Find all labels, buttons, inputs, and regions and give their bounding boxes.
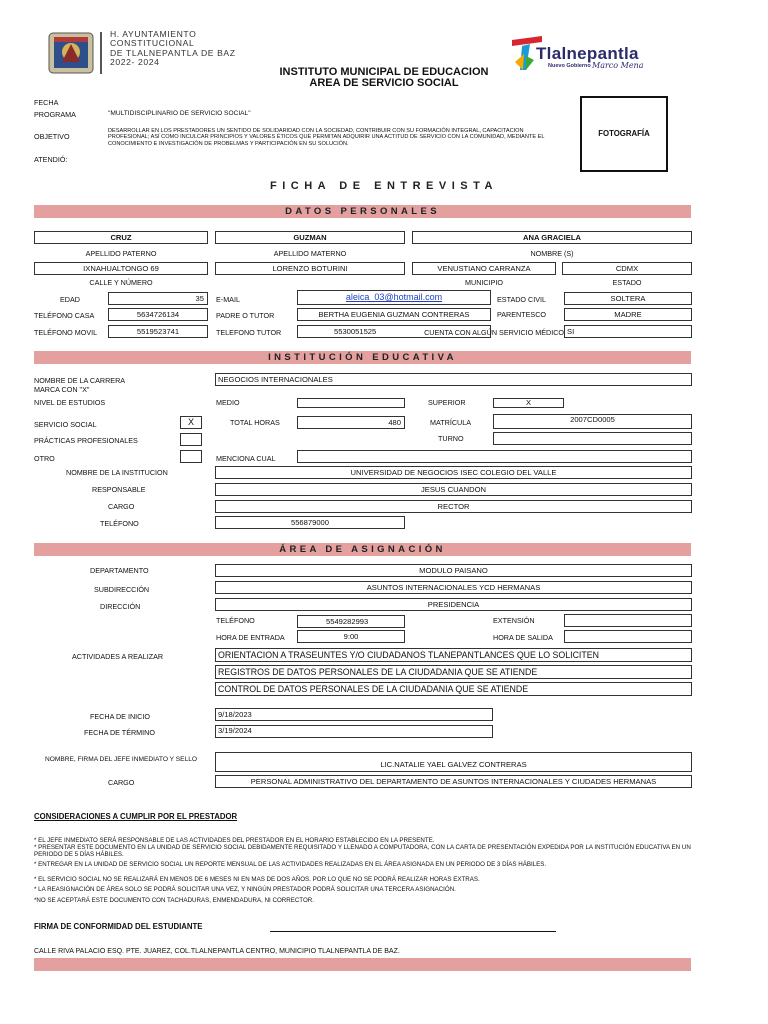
page-title-2: AREA DE SERVICIO SOCIAL bbox=[309, 77, 459, 89]
extension-field[interactable] bbox=[564, 614, 692, 627]
org-line2: CONSTITUCIONAL bbox=[110, 38, 195, 49]
cargo-jefe-field[interactable]: PERSONAL ADMINISTRATIVO DEL DEPARTAMENTO DE ASUNTOS INTERNACIONALES Y CIUDADES HERMANAS bbox=[215, 775, 692, 788]
hora-salida-label: HORA DE SALIDA bbox=[493, 633, 553, 642]
section-institucion-educativa: INSTITUCIÓN EDUCATIVA bbox=[34, 351, 691, 364]
telefono-inst-label: TELÉFONO bbox=[100, 519, 139, 528]
parentesco-field[interactable]: MADRE bbox=[564, 308, 692, 321]
actividad-3-field[interactable]: CONTROL DE DATOS PERSONALES DE LA CIUDADANIA QUE SE ATIENDE bbox=[215, 682, 692, 696]
actividad-2-field[interactable]: REGISTROS DE DATOS PERSONALES DE LA CIUDADANIA QUE SE ATIENDE bbox=[215, 665, 692, 679]
org-line3: DE TLALNEPANTLA DE BAZ bbox=[110, 47, 236, 58]
photo-box bbox=[580, 96, 668, 172]
municipio-field[interactable]: VENUSTIANO CARRANZA bbox=[412, 262, 556, 275]
otro-label: OTRO bbox=[34, 454, 55, 463]
actividades-label: ACTIVIDADES A REALIZAR bbox=[72, 652, 164, 661]
nivel-estudios-label: NIVEL DE ESTUDIOS bbox=[34, 398, 106, 407]
apellido-paterno-field[interactable]: CRUZ bbox=[34, 231, 208, 244]
footer-bar bbox=[34, 958, 691, 971]
turno-field[interactable] bbox=[493, 432, 692, 445]
nombre-field[interactable]: ANA GRACIELA bbox=[412, 231, 692, 244]
matricula-field[interactable]: 2007CD0005 bbox=[493, 414, 692, 429]
firma-estudiante-line[interactable] bbox=[270, 931, 556, 932]
edad-field[interactable]: 35 bbox=[108, 292, 208, 305]
nombre-institucion-field[interactable]: UNIVERSIDAD DE NEGOCIOS ISEC COLEGIO DEL VALLE bbox=[215, 466, 692, 479]
fecha-termino-field[interactable]: 3/19/2024 bbox=[215, 725, 493, 738]
apellido-materno-field[interactable]: GUZMAN bbox=[215, 231, 405, 244]
servicio-medico-field[interactable]: SI bbox=[564, 325, 692, 338]
firma-estudiante-label: FIRMA DE CONFORMIDAD DEL ESTUDIANTE bbox=[34, 922, 203, 931]
fecha-inicio-field[interactable]: 9/18/2023 bbox=[215, 708, 493, 721]
edad-label: EDAD bbox=[60, 295, 80, 304]
email-field[interactable]: aleica_03@hotmail.com bbox=[297, 290, 491, 305]
medio-label: MEDIO bbox=[216, 398, 240, 407]
medio-field[interactable] bbox=[297, 398, 405, 408]
hora-entrada-label: HORA DE ENTRADA bbox=[216, 633, 285, 642]
ficha-title: FICHA DE ENTREVISTA bbox=[270, 180, 498, 192]
departamento-label: DEPARTAMENTO bbox=[90, 566, 149, 575]
turno-label: TURNO bbox=[438, 434, 464, 443]
objetivo-value: DESARROLLAR EN LOS PRESTADORES UN SENTIDO DE SOLIDARIDAD CON LA SOCIEDAD, CONTRIBUIR CON SU FORMACIÓN INTEGRAL, CAPACITACION PROFESIONAL; ASÍ COMO INCULCAR PRINCIPIOS Y VALORES ÉTICOS QUE PERMITAN ADQUIRIR UNA ACTITUD DE SERVICIO CON LA COMUNIDAD, MEDIANTE EL CONOCIMIENTO E INVESTIGACIÓN DE PROBELMAS Y PARTICIPACIÓN EN SU SOLUCIÓN. bbox=[108, 128, 545, 147]
tutor-field[interactable]: BERTHA EUGENIA GUZMAN CONTRERAS bbox=[297, 308, 491, 321]
practicas-label: PRÁCTICAS PROFESIONALES bbox=[34, 436, 138, 445]
estado-civil-label: ESTADO CIVIL bbox=[497, 295, 546, 304]
consideracion-5: * LA REASIGNACIÓN DE ÁREA SOLO SE PODRÁ SOLICITAR UNA VEZ, Y NINGÚN PRESTADOR PODRÁ SOLICITAR UNA TERCERA ASIGNACIÓN. bbox=[34, 886, 456, 893]
direccion-label: DIRECCIÓN bbox=[100, 602, 141, 611]
brand-sub: Nuevo Gobierno bbox=[548, 63, 591, 69]
footer-address: CALLE RIVA PALACIO ESQ. PTE. JUAREZ, COL.TLALNEPANTLA CENTRO, MUNICIPIO TLALNEPANTLA DE BAZ. bbox=[34, 948, 400, 955]
parentesco-label: PARENTESCO bbox=[497, 310, 546, 319]
servicio-medico-label-text: CUENTA CON ALGÚN SERVICIO MÉDICO bbox=[424, 328, 564, 337]
jefe-label: NOMBRE, FIRMA DEL JEFE INMEDIATO Y SELLO bbox=[44, 756, 198, 763]
telefono-asig-label: TELÉFONO bbox=[216, 616, 255, 625]
direccion-field[interactable]: PRESIDENCIA bbox=[215, 598, 692, 611]
tel-casa-label: TELÉFONO CASA bbox=[34, 311, 95, 320]
nombre-label: NOMBRE (S) bbox=[530, 249, 574, 258]
cargo-inst-label: CARGO bbox=[108, 502, 135, 511]
practicas-checkbox[interactable] bbox=[180, 433, 202, 446]
total-horas-label: TOTAL HORAS bbox=[230, 418, 280, 427]
apellido-materno-label: APELLIDO MATERNO bbox=[273, 249, 347, 258]
telefono-inst-field[interactable]: 556879000 bbox=[215, 516, 405, 529]
org-line1: H. AYUNTAMIENTO bbox=[110, 29, 197, 39]
estado-civil-field[interactable]: SOLTERA bbox=[564, 292, 692, 305]
consideraciones-title: CONSIDERACIONES A CUMPLIR POR EL PRESTADOR bbox=[34, 812, 238, 821]
telefono-asig-field[interactable]: 5549282993 bbox=[297, 615, 405, 628]
programa-value: "MULTIDISCIPLINARIO DE SERVICIO SOCIAL" bbox=[108, 110, 251, 117]
cargo-jefe-label: CARGO bbox=[108, 778, 135, 787]
tutor-label: PADRE O TUTOR bbox=[216, 311, 275, 320]
municipio-label: MUNICIPIO bbox=[465, 278, 503, 287]
tel-movil-label: TELÉFONO MOVIL bbox=[34, 328, 98, 337]
consideracion-6: *NO SE ACEPTARÁ ESTE DOCUMENTO CON TACHADURAS, ENMENDADURA, NI CORRECTOR. bbox=[34, 897, 314, 904]
servicio-social-checkbox[interactable]: X bbox=[180, 416, 202, 429]
actividad-1-field[interactable]: ORIENTACION A TRASEUNTES Y/O CIUDADANOS TLANEPANTLANCES QUE LO SOLICITEN bbox=[215, 648, 692, 662]
hora-salida-field[interactable] bbox=[564, 630, 692, 643]
estado-field[interactable]: CDMX bbox=[562, 262, 692, 275]
consideracion-4: * EL SERVICIO SOCIAL NO SE REALIZARÁ EN MENOS DE 6 MESES NI EN MAS DE DOS AÑOS. POR LO QUE NO SE PODRÁ REALIZAR HORAS EXTRAS. bbox=[34, 876, 480, 883]
responsable-field[interactable]: JESUS CUANDON bbox=[215, 483, 692, 496]
tel-movil-field[interactable]: 5519523741 bbox=[108, 325, 208, 338]
superior-field[interactable]: X bbox=[493, 398, 564, 408]
programa-label: PROGRAMA bbox=[34, 110, 76, 119]
brand-sign: Marco Mena bbox=[592, 61, 644, 70]
tlalnepantla-logo bbox=[508, 34, 678, 74]
consideracion-3: * ENTREGAR EN LA UNIDAD DE SERVICIO SOCIAL UN REPORTE MENSUAL DE LAS ACTIVIDADES REALIZADAS EN EL ÁREA ASIGNADA EN UN PERIODO DE 3 DÍAS HÁBILES. bbox=[34, 861, 547, 868]
total-horas-field[interactable]: 480 bbox=[297, 416, 405, 429]
cargo-inst-field[interactable]: RECTOR bbox=[215, 500, 692, 513]
superior-label: SUPERIOR bbox=[428, 398, 466, 407]
servicio-medico-label bbox=[424, 328, 564, 337]
marca-label: MARCA CON "X" bbox=[34, 385, 90, 394]
fecha-termino-label: FECHA DE TÉRMINO bbox=[84, 728, 155, 737]
departamento-field[interactable]: MODULO PAISANO bbox=[215, 564, 692, 577]
matricula-label: MATRÍCULA bbox=[430, 418, 471, 427]
carrera-label: NOMBRE DE LA CARRERA bbox=[34, 376, 126, 385]
org-name bbox=[110, 30, 236, 68]
calle-label: CALLE Y NÚMERO bbox=[89, 278, 153, 287]
apellido-paterno-label: APELLIDO PATERNO bbox=[85, 249, 157, 258]
extension-label: EXTENSIÓN bbox=[493, 616, 535, 625]
page-title-1: INSTITUTO MUNICIPAL DE EDUCACION bbox=[279, 66, 489, 78]
photo-label: FOTOGRAFÍA bbox=[598, 129, 650, 139]
tel-casa-field[interactable]: 5634726134 bbox=[108, 308, 208, 321]
carrera-field[interactable]: NEGOCIOS INTERNACIONALES bbox=[215, 373, 692, 386]
consideracion-2: * PRESENTAR ESTE DOCUMENTO EN LA UNIDAD DE SERVICIO SOCIAL DEBIDAMENTE REQUISITADO Y LLENADO A COMPUTADORA, CON LA CARTA DE PRESENTACIÓN EXPEDIDA POR LA INSTITUCIÓN EDUCATIVA EN UN PERIODO DE 5 DÍAS HÁBILES. bbox=[34, 844, 691, 858]
otro-checkbox[interactable] bbox=[180, 450, 202, 463]
estado-label: ESTADO bbox=[612, 278, 642, 287]
tel-tutor-label: TELEFONO TUTOR bbox=[216, 328, 282, 337]
jefe-field[interactable]: LIC.NATALIE YAEL GALVEZ CONTRERAS bbox=[215, 752, 692, 772]
hora-entrada-field[interactable]: 9:00 bbox=[297, 630, 405, 643]
section-datos-personales: DATOS PERSONALES bbox=[34, 205, 691, 218]
email-label: E-MAIL bbox=[216, 295, 240, 304]
org-line4: 2022- 2024 bbox=[110, 57, 160, 68]
menciona-field[interactable] bbox=[297, 450, 692, 463]
subdireccion-field[interactable]: ASUNTOS INTERNACIONALES YCD HERMANAS bbox=[215, 581, 692, 594]
section-area-asignacion: ÁREA DE ASIGNACIÓN bbox=[34, 543, 691, 556]
fecha-inicio-label: FECHA DE INICIO bbox=[90, 712, 150, 721]
nombre-institucion-label: NOMBRE DE LA INSTITUCION bbox=[66, 468, 168, 477]
consideracion-1: * EL JEFE INMEDIATO SERÁ RESPONSABLE DE LAS ACTIVIDADES DEL PRESTADOR EN EL HORARIO ESTABLECIDO EN LA PRESENTE. bbox=[34, 837, 435, 844]
servicio-social-label: SERVICIO SOCIAL bbox=[34, 420, 97, 429]
colonia-field[interactable]: LORENZO BOTURINI bbox=[215, 262, 405, 275]
subdireccion-label: SUBDIRECCIÓN bbox=[94, 585, 150, 594]
tel-tutor-field[interactable]: 5530051525 bbox=[297, 325, 491, 338]
calle-field[interactable]: IXNAHUALTONGO 69 bbox=[34, 262, 208, 275]
responsable-label: RESPONSABLE bbox=[92, 485, 146, 494]
fecha-label: FECHA bbox=[34, 98, 59, 107]
brand-name: Tlalnepantla bbox=[536, 44, 639, 63]
objetivo-label: OBJETIVO bbox=[34, 132, 70, 141]
menciona-label: MENCIONA CUAL bbox=[216, 454, 276, 463]
atendio-label: ATENDIÓ: bbox=[34, 155, 68, 164]
